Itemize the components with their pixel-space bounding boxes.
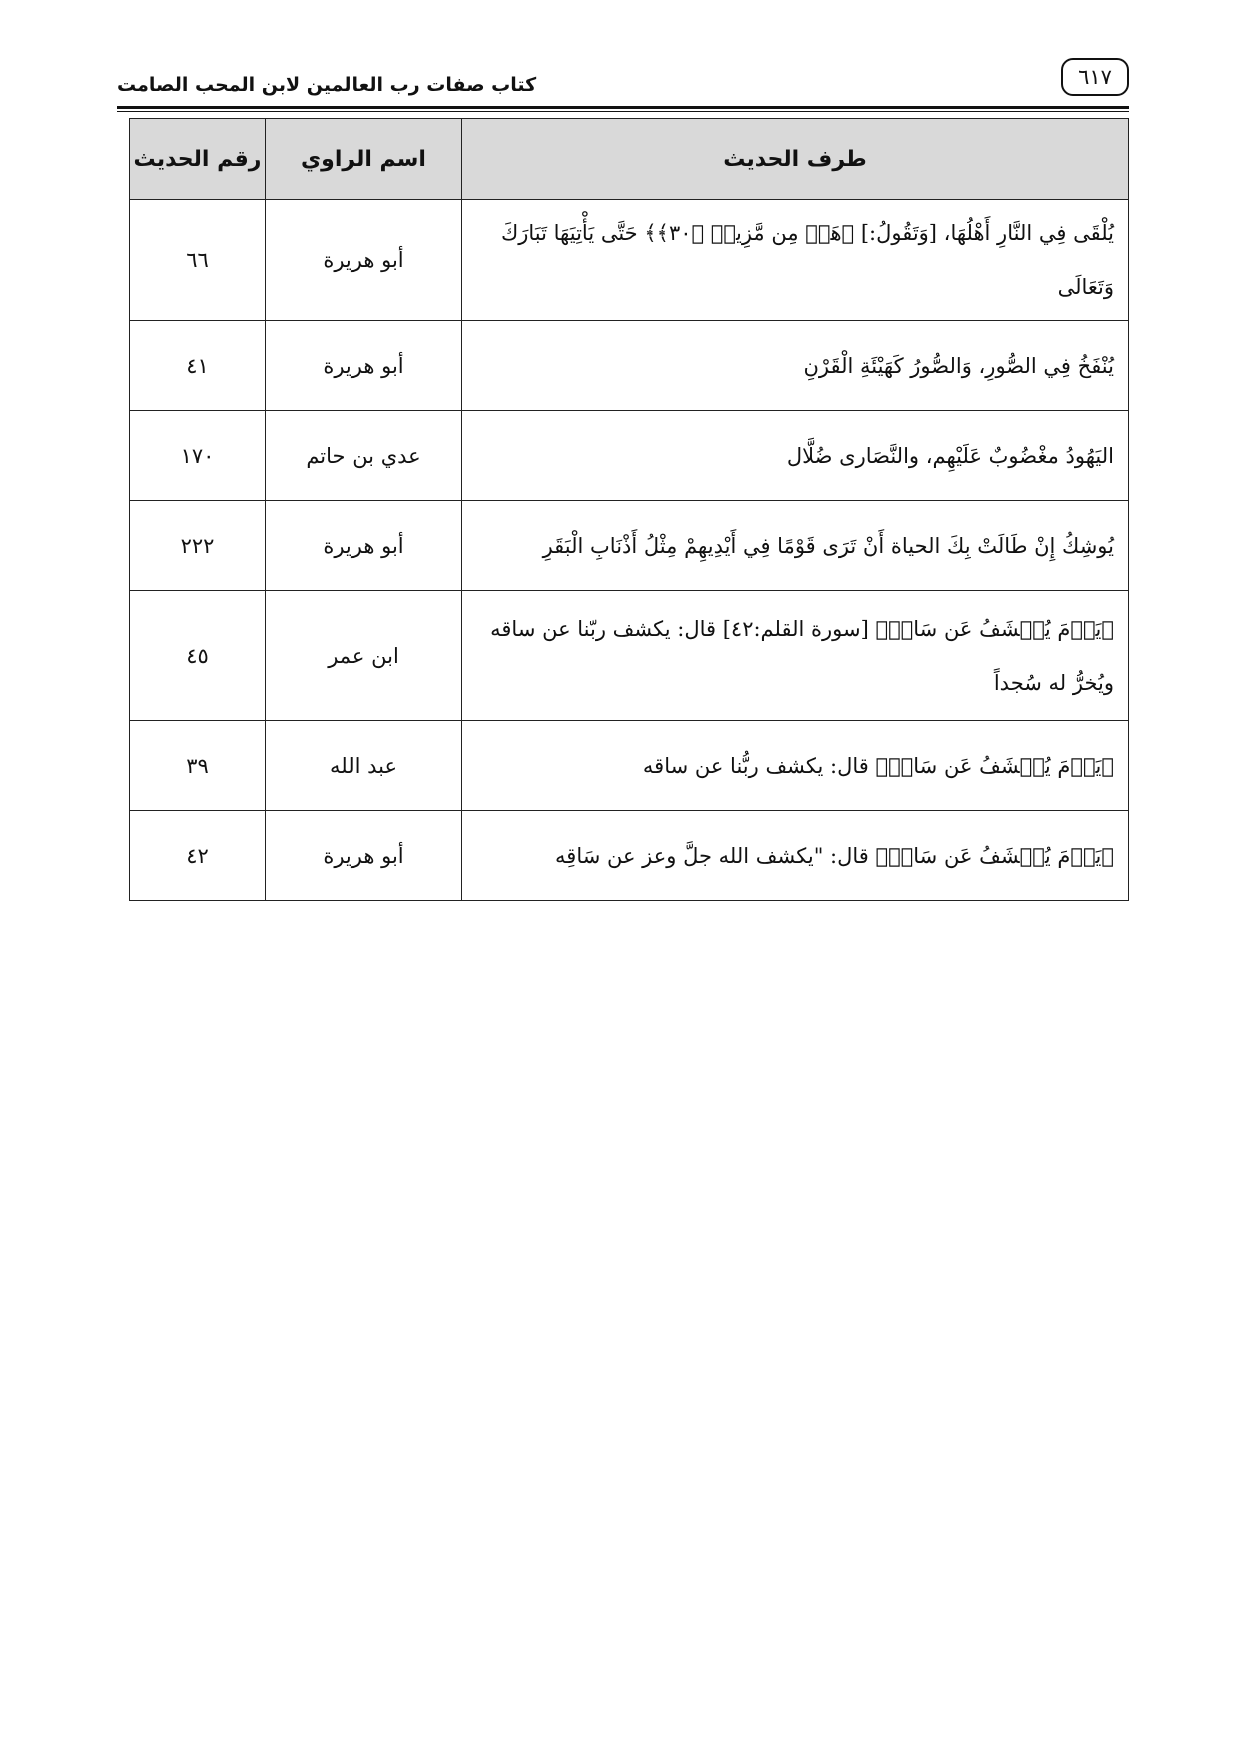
hadith-text-cell: يُلْقَى فِي النَّارِ أَهْلُهَا، [وَتَقُولُ:] ﴿هَلۡ مِن مَّزِيدٖ ﴿٣٠﴾﴾ حَتَّى يَأْتِيَهَا تَبَارَكَ وَتَعَالَى	[462, 200, 1129, 321]
running-title: كتاب صفات رب العالمين لابن المحب الصامت	[117, 74, 537, 96]
hadith-number-cell: ٢٢٢	[130, 501, 266, 591]
hadith-text-cell: يُوشِكُ إِنْ طَالَتْ بِكَ الحياة أَنْ تَرَى قَوْمًا فِي أَيْدِيهِمْ مِثْلُ أَذْنَابِ الْبَقَرِ	[462, 501, 1129, 591]
hadith-number-cell: ٤٥	[130, 591, 266, 721]
hadith-text-cell: ﴿يَوۡمَ يُكۡشَفُ عَن سَاقٖ﴾ قال: "يكشف الله جلَّ وعز عن سَاقِه	[462, 811, 1129, 901]
hadith-number-cell: ٤١	[130, 321, 266, 411]
narrator-cell: ابن عمر	[266, 591, 462, 721]
table-header-row	[130, 119, 1129, 200]
column-header-narrator: اسم الراوي	[266, 119, 462, 200]
table-row	[130, 200, 1129, 321]
table-row	[130, 321, 1129, 411]
table-row	[130, 811, 1129, 901]
hadith-text-cell: اليَهُودُ مغْضُوبٌ عَلَيْهِم، والنَّصَارى ضُلَّال	[462, 411, 1129, 501]
hadith-text-cell: يُنْفَخُ فِي الصُّورِ، وَالصُّورُ كَهَيْئَةِ الْقَرْنِ	[462, 321, 1129, 411]
table-row	[130, 721, 1129, 811]
column-header-hadith-text: طرف الحديث	[462, 119, 1129, 200]
narrator-cell: عدي بن حاتم	[266, 411, 462, 501]
narrator-cell: عبد الله	[266, 721, 462, 811]
hadith-number-cell: ٣٩	[130, 721, 266, 811]
column-header-hadith-number: رقم الحديث	[130, 119, 266, 200]
narrator-cell: أبو هريرة	[266, 321, 462, 411]
hadith-index-table	[129, 118, 1129, 901]
page-number: ٦١٧	[1061, 58, 1129, 96]
page-header	[117, 56, 1129, 106]
hadith-text-cell: ﴿يَوۡمَ يُكۡشَفُ عَن سَاقٖ﴾ [سورة القلم:٤٢] قال: يكشف ربّنا عن ساقه ويُخرُّ له سُجداً	[462, 591, 1129, 721]
narrator-cell: أبو هريرة	[266, 501, 462, 591]
hadith-text-cell: ﴿يَوۡمَ يُكۡشَفُ عَن سَاقٖ﴾ قال: يكشف ربُّنا عن ساقه	[462, 721, 1129, 811]
narrator-cell: أبو هريرة	[266, 200, 462, 321]
table-row	[130, 591, 1129, 721]
table-row	[130, 411, 1129, 501]
hadith-number-cell: ١٧٠	[130, 411, 266, 501]
hadith-number-cell: ٦٦	[130, 200, 266, 321]
header-rule	[117, 106, 1129, 112]
narrator-cell: أبو هريرة	[266, 811, 462, 901]
table-row	[130, 501, 1129, 591]
hadith-number-cell: ٤٢	[130, 811, 266, 901]
